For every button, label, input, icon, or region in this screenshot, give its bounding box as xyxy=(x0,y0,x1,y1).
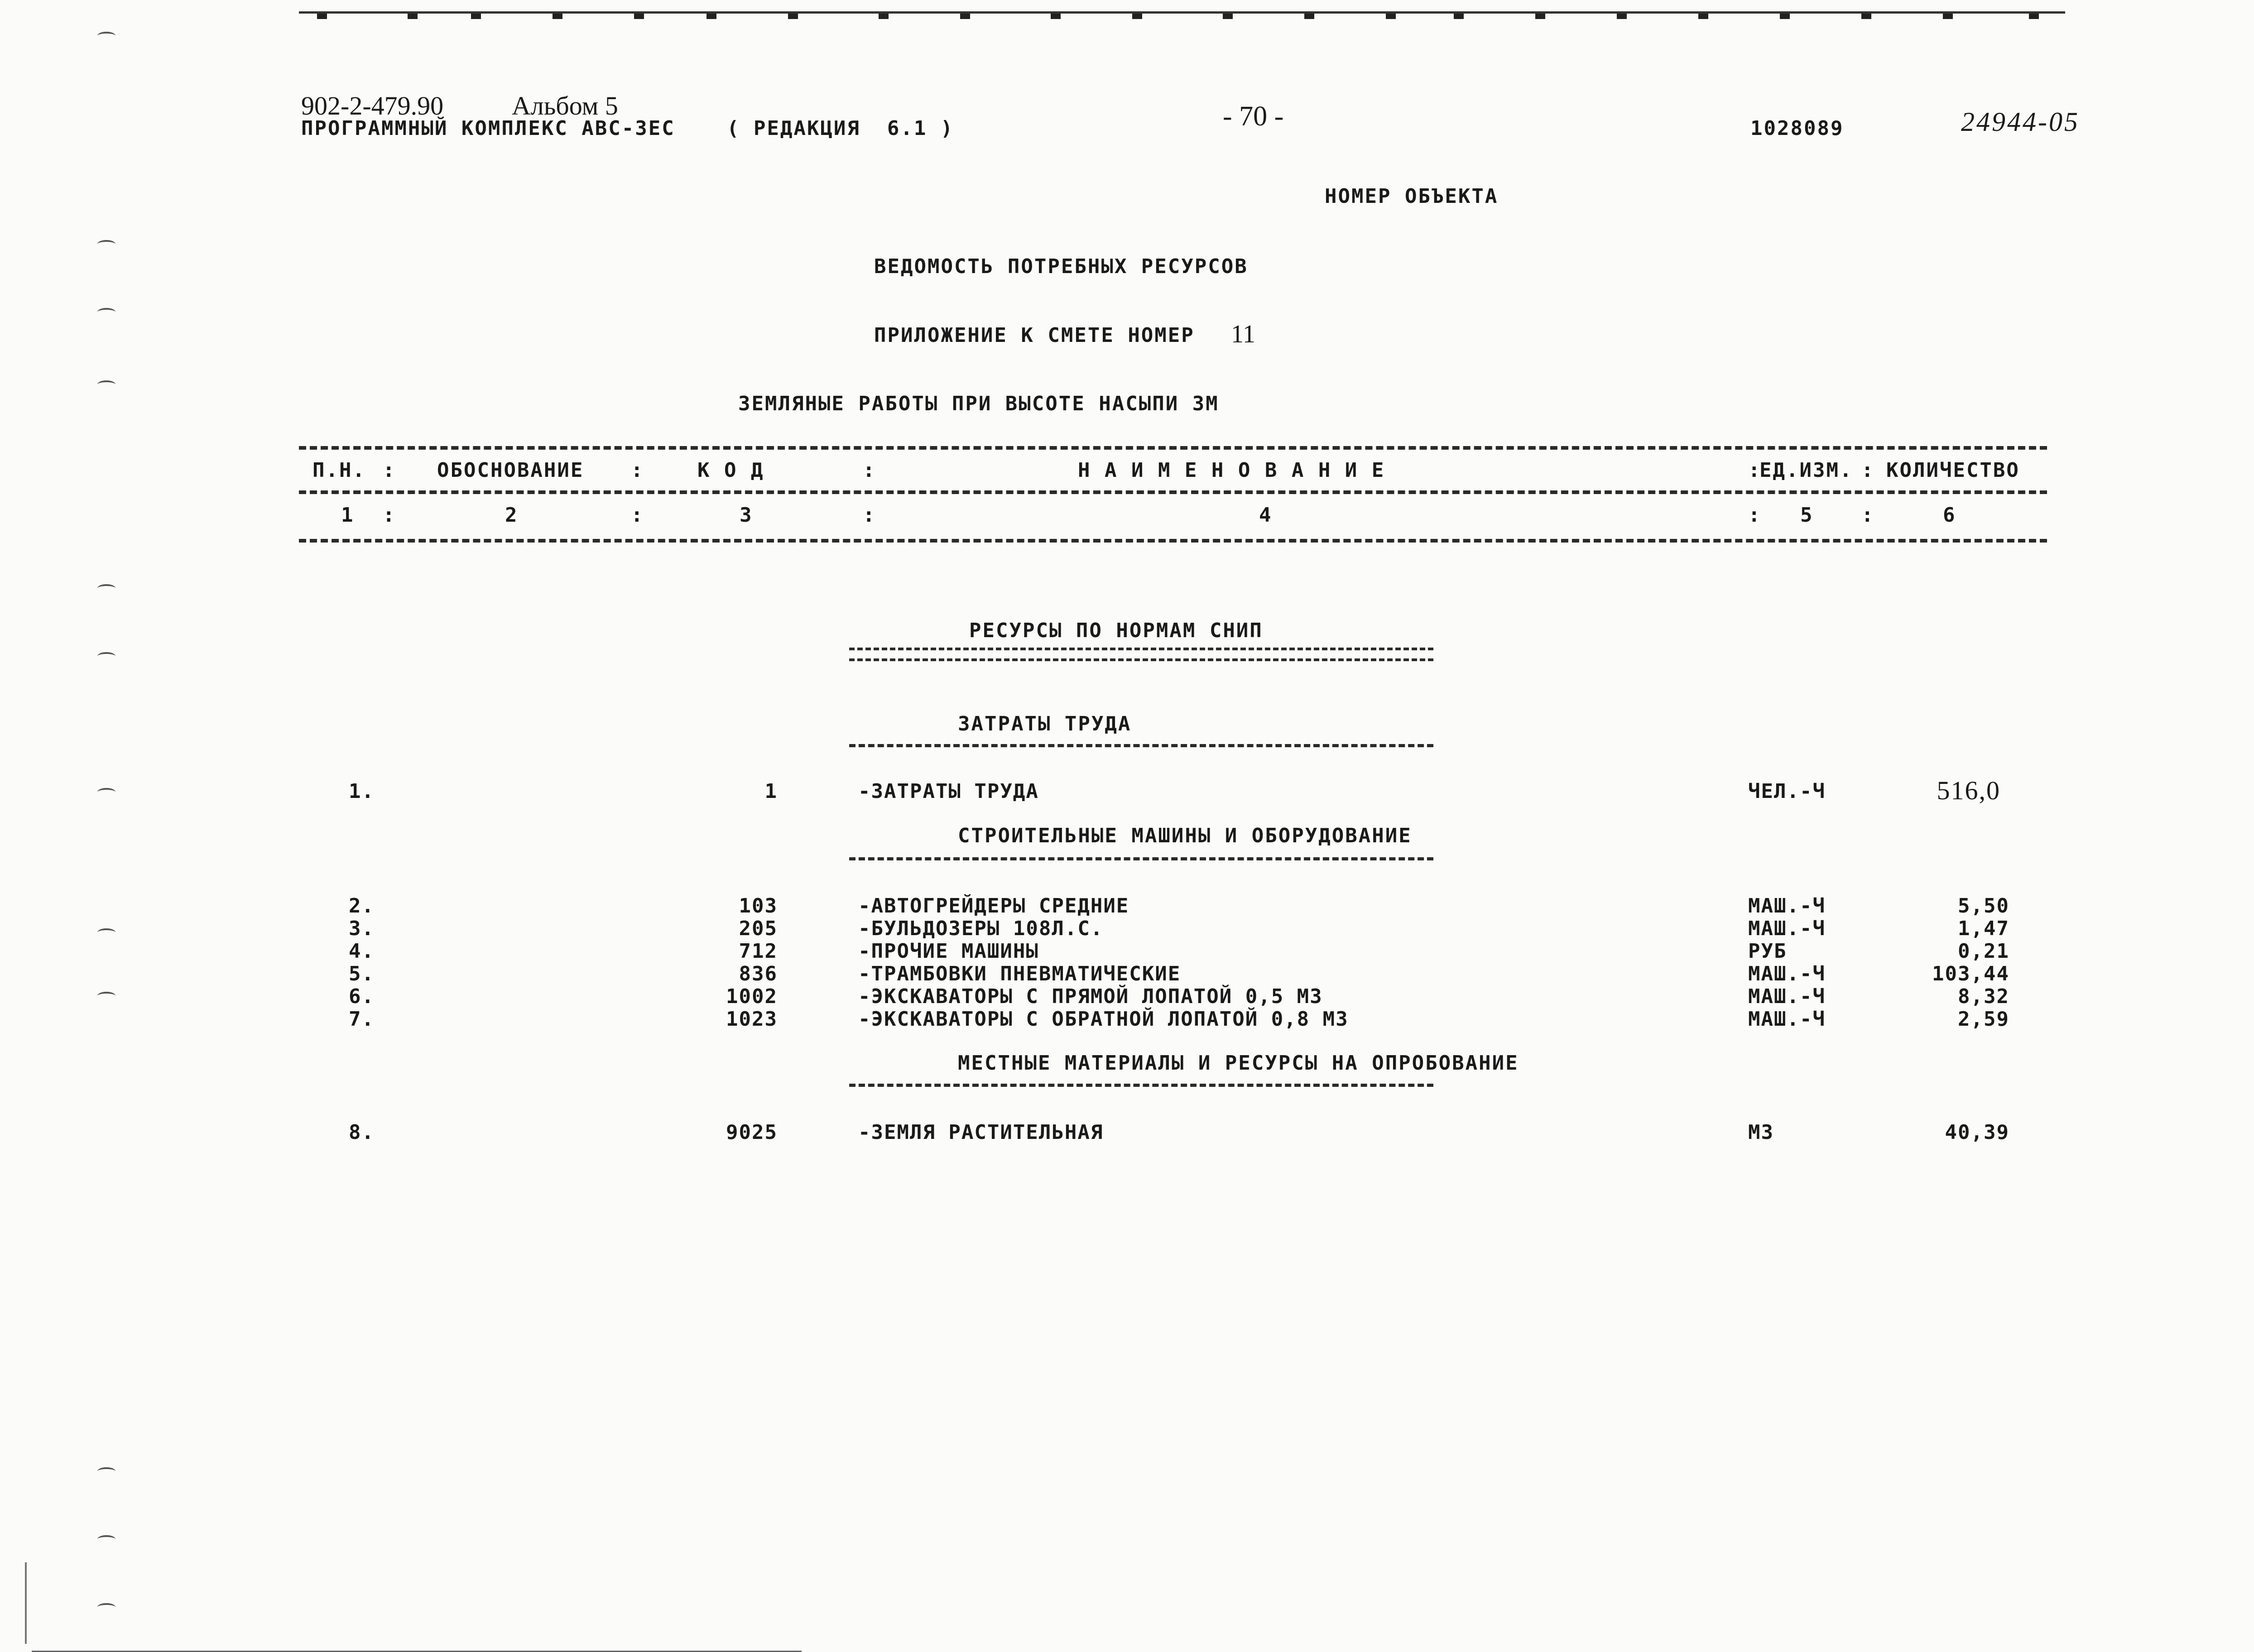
col-sep: : xyxy=(863,459,876,482)
col-sep: : xyxy=(1861,459,1875,482)
row-name: -ЗЕМЛЯ РАСТИТЕЛЬНАЯ xyxy=(858,1121,1104,1144)
perforation-dot xyxy=(471,14,481,19)
row-pn: 5. xyxy=(349,962,375,985)
appendix-number: 11 xyxy=(1231,320,1255,348)
perforation-dot xyxy=(408,14,418,19)
row-unit: МАШ.-Ч xyxy=(1748,985,1826,1008)
colnum-3: 3 xyxy=(740,504,753,527)
perforation-dot xyxy=(960,14,970,19)
group-title: МЕСТНЫЕ МАТЕРИАЛЫ И РЕСУРСЫ НА ОПРОБОВАНИЕ xyxy=(958,1052,1519,1075)
col-sep: : xyxy=(631,459,644,482)
row-name: -ЗАТРАТЫ ТРУДА xyxy=(858,780,1039,803)
row-pn: 1. xyxy=(349,780,375,803)
program-name: ПРОГРАММНЫЙ КОМПЛЕКС АВС-3ЕС xyxy=(301,117,675,140)
section-double-rule xyxy=(849,648,1433,661)
table-row xyxy=(0,1121,2254,1143)
top-edge-rule xyxy=(299,11,2065,14)
row-unit: М3 xyxy=(1748,1121,1774,1144)
table-row xyxy=(0,985,2254,1008)
colnum-1: 1 xyxy=(341,504,355,527)
row-qty-handwritten: 516,0 xyxy=(1937,776,2000,805)
col-pn: П.Н. xyxy=(312,459,366,482)
group-title: СТРОИТЕЛЬНЫЕ МАШИНЫ И ОБОРУДОВАНИЕ xyxy=(958,824,1412,847)
row-name: -ПРОЧИЕ МАШИНЫ xyxy=(858,940,1039,963)
table-row xyxy=(0,776,2254,805)
colnum-2: 2 xyxy=(505,504,519,527)
col-sep: : xyxy=(631,504,644,527)
perforation-dot xyxy=(706,14,716,19)
row-qty: 103,44 xyxy=(1932,962,2009,985)
perforation-dot xyxy=(1132,14,1142,19)
row-qty: 0,21 xyxy=(1958,940,2009,963)
page-number: - 70 - xyxy=(1223,101,1284,132)
table-row xyxy=(0,894,2254,917)
group-rule xyxy=(849,744,1433,747)
row-code: 1002 xyxy=(726,985,778,1008)
edition: ( РЕДАКЦИЯ 6.1 ) xyxy=(727,117,954,140)
perforation-dot xyxy=(1304,14,1314,19)
col-unit: ЕД.ИЗМ. xyxy=(1759,459,1853,482)
col-basis: ОБОСНОВАНИЕ xyxy=(437,459,584,482)
table-bottom-rule xyxy=(299,539,2047,543)
table-mid-rule xyxy=(299,490,2047,494)
col-code: К О Д xyxy=(697,459,764,482)
perforation-dot xyxy=(1698,14,1708,19)
row-code: 712 xyxy=(739,940,778,963)
colnum-4: 4 xyxy=(1259,504,1273,527)
row-name: -БУЛЬДОЗЕРЫ 108Л.С. xyxy=(858,917,1104,940)
document-title: ВЕДОМОСТЬ ПОТРЕБНЫХ РЕСУРСОВ xyxy=(874,255,1248,278)
col-name: Н А И М Е Н О В А Н И Е xyxy=(1078,459,1385,482)
doc-code: 902-2-479.90 xyxy=(301,91,444,120)
table-row xyxy=(0,1008,2254,1030)
group-title: ЗАТРАТЫ ТРУДА xyxy=(958,712,1132,735)
table-row xyxy=(0,917,2254,940)
perforation-dot xyxy=(2029,14,2039,19)
col-sep: : xyxy=(1748,459,1762,482)
perforation-dot xyxy=(1535,14,1545,19)
row-pn: 2. xyxy=(349,894,375,917)
col-sep: : xyxy=(383,504,396,527)
table-row xyxy=(0,962,2254,985)
table-row xyxy=(0,940,2254,962)
document-subtitle: ЗЕМЛЯНЫЕ РАБОТЫ ПРИ ВЫСОТЕ НАСЫПИ 3М xyxy=(738,392,1219,415)
stamp-number: 24944-05 xyxy=(1961,107,2080,137)
perforation-dot xyxy=(553,14,562,19)
left-margin-line xyxy=(25,1562,27,1644)
row-name: -ТРАМБОВКИ ПНЕВМАТИЧЕСКИЕ xyxy=(858,962,1181,985)
appendix-label: ПРИЛОЖЕНИЕ К СМЕТЕ НОМЕР xyxy=(874,324,1195,347)
row-code: 205 xyxy=(739,917,778,940)
col-sep: : xyxy=(383,459,396,482)
perforation-dot xyxy=(1617,14,1627,19)
perforation-dot xyxy=(317,14,327,19)
album-label: Альбом 5 xyxy=(512,91,618,120)
row-pn: 7. xyxy=(349,1008,375,1031)
perforation-dot xyxy=(1861,14,1871,19)
row-code: 103 xyxy=(739,894,778,917)
perforation-dot xyxy=(879,14,889,19)
object-number-label: НОМЕР ОБЪЕКТА xyxy=(1325,185,1499,208)
col-sep: : xyxy=(863,504,876,527)
perforation-dot xyxy=(1051,14,1061,19)
colnum-5: 5 xyxy=(1800,504,1814,527)
row-code: 836 xyxy=(739,962,778,985)
row-unit: РУБ xyxy=(1748,940,1787,963)
perforation-dot xyxy=(1386,14,1396,19)
col-sep: : xyxy=(1861,504,1875,527)
perforation-dot xyxy=(788,14,798,19)
col-qty: КОЛИЧЕСТВО xyxy=(1886,459,2020,482)
perforation-dot xyxy=(1223,14,1233,19)
row-qty: 1,47 xyxy=(1958,917,2009,940)
row-pn: 6. xyxy=(349,985,375,1008)
colnum-6: 6 xyxy=(1943,504,1956,527)
row-pn: 4. xyxy=(349,940,375,963)
perforation-dot xyxy=(1943,14,1953,19)
perforation-dot xyxy=(634,14,644,19)
row-name: -АВТОГРЕЙДЕРЫ СРЕДНИЕ xyxy=(858,894,1129,917)
row-unit: ЧЕЛ.-Ч xyxy=(1748,780,1826,803)
row-code: 1023 xyxy=(726,1008,778,1031)
row-name: -ЭКСКАВАТОРЫ С ПРЯМОЙ ЛОПАТОЙ 0,5 М3 xyxy=(858,985,1323,1008)
row-qty: 5,50 xyxy=(1958,894,2009,917)
table-top-rule xyxy=(299,446,2047,450)
section-title: РЕСУРСЫ ПО НОРМАМ СНИП xyxy=(969,619,1263,642)
row-qty: 40,39 xyxy=(1945,1121,2009,1144)
group-rule xyxy=(849,857,1433,860)
perforation-dot xyxy=(1780,14,1790,19)
doc-number: 1028089 xyxy=(1750,117,1844,140)
group-rule xyxy=(849,1084,1433,1087)
row-name: -ЭКСКАВАТОРЫ С ОБРАТНОЙ ЛОПАТОЙ 0,8 М3 xyxy=(858,1008,1349,1031)
perforation-dot xyxy=(1454,14,1464,19)
row-code: 9025 xyxy=(726,1121,778,1144)
row-unit: МАШ.-Ч xyxy=(1748,1008,1826,1031)
row-pn: 8. xyxy=(349,1121,375,1144)
col-sep: : xyxy=(1748,504,1762,527)
row-qty: 2,59 xyxy=(1958,1008,2009,1031)
row-pn: 3. xyxy=(349,917,375,940)
row-unit: МАШ.-Ч xyxy=(1748,894,1826,917)
row-qty: 8,32 xyxy=(1958,985,2009,1008)
row-unit: МАШ.-Ч xyxy=(1748,962,1826,985)
row-code: 1 xyxy=(764,780,778,803)
row-unit: МАШ.-Ч xyxy=(1748,917,1826,940)
